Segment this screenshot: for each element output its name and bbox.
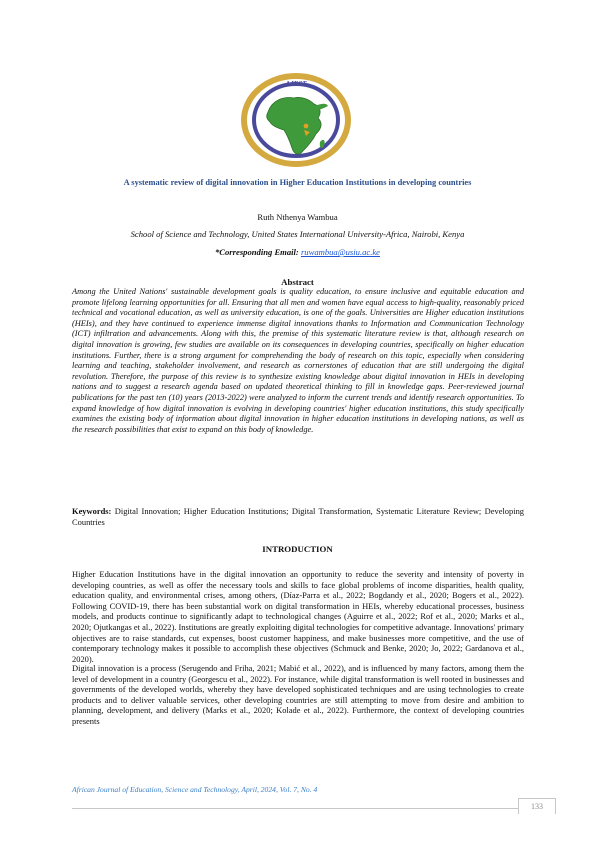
abstract-heading: Abstract <box>281 277 314 287</box>
footer-divider <box>72 808 518 809</box>
page-number: 133 <box>518 798 556 814</box>
author-name: Ruth Nthenya Wambua <box>257 212 338 222</box>
journal-footer: African Journal of Education, Science and Technology, April, 2024, Vol. 7, No. 4 <box>72 785 318 794</box>
corresponding-email-line <box>0 247 595 257</box>
introduction-paragraph-1: Higher Education Institutions have in the digital innovation an opportunity to reduce the severity and intensity of poverty in developing countries, as well as offer the necessary tools and skills to face global problems of income disparities, health quality, education quality, and environmental crises, among others, (Díaz-Parra et al., 2022; Bogdandy et al., 2020; Bogers et al., 2022). Following COVID-19, there has been substantial work on digital transformation in HEIs, whereby educational processes, business models, and products continue to significantly adapt to technological changes (Aguirre et al., 2022; Rof et al., 2020; Marks et al., 2020; Ojutkangas et al., 2022). Institutions are greatly exploiting digital technologies for competitive advantage. Innovations' primary objectives are to raise standards, cut expenses, boost customer happiness, and make businesses more competitive, and the use of contemporary technology makes it possible to accomplish these objectives (Schmuck and Benke, 2020; Jo, 2022; Gardanova et al., 2020). <box>72 569 524 664</box>
author-affiliation: School of Science and Technology, United States International University-Africa, Nairobi, Kenya <box>130 229 465 239</box>
keywords-label: Keywords: <box>72 506 112 516</box>
abstract-text: Among the United Nations' sustainable development goals is quality education, to ensure inclusive and equitable education and promote lifelong learning opportunities for all. Ensuring that all men and women have equal access to high-quality, reasonably priced technical and vocational education, as well as university education, is one of the goals. Universities are Higher education institutions (HEIs), and they have continued to experience immense digital innovations thanks to Information and Communication Technology (ICT) infiltration and advancements. Along with this, the premise of this systematic literature review is that, although research on digital innovation is growing, few studies are available on its consequences in developing countries, specifically on higher education institutions. Further, there is a strong argument for comprehending the body of research on this topic, especially when considering learning and teaching, stakeholder involvement, and research as cornerstones of education that are still undergoing the digital revolution. Therefore, the purpose of this review is to synthesize existing knowledge about digital innovation in HEIs in developing nations and to suggest a research agenda based on updated theoretical thinking to fill in knowledge gaps. Peer-reviewed journal publications for the past ten (10) years (2013-2022) were analyzed to inform the current trends and identify research opportunities. To expand knowledge of how digital innovation is evolving in developing countries' higher education institutions, this study specifically examines the existing body of information about digital innovation in higher education institutions in developing nations, as well as the research possibilities that exist to expand on this body of knowledge. <box>72 287 524 434</box>
introduction-paragraph-2: Digital innovation is a process (Serugendo and Friha, 2021; Mabić et al., 2022), and is influenced by many factors, among them the level of development in a country (Georgescu et al., 2022). For instance, while digital transformation is well rooted in businesses and governments of the developed worlds, whereby they have developed sophisticated techniques and are using technologies to create products and to deliver valuable services, other developing countries are still attempting to move from desire and ambition to planning, development, and delivery (Marks et al., 2020; Kolade et al., 2022). Furthermore, the context of developing countries presents <box>72 663 524 726</box>
logo-text: AJEST <box>285 80 307 88</box>
corresponding-email-link[interactable]: ruwambua@usiu.ac.ke <box>300 247 380 257</box>
introduction-heading: INTRODUCTION <box>262 544 333 554</box>
corresponding-label: *Corresponding Email: <box>214 247 299 257</box>
paper-title: A systematic review of digital innovation in Higher Education Institutions in developing countries <box>123 178 472 187</box>
journal-logo <box>240 72 352 168</box>
keywords-text: Digital Innovation; Higher Education Institutions; Digital Transformation, Systematic Literature Review; Developing Countries <box>72 506 525 527</box>
keywords <box>72 506 524 527</box>
